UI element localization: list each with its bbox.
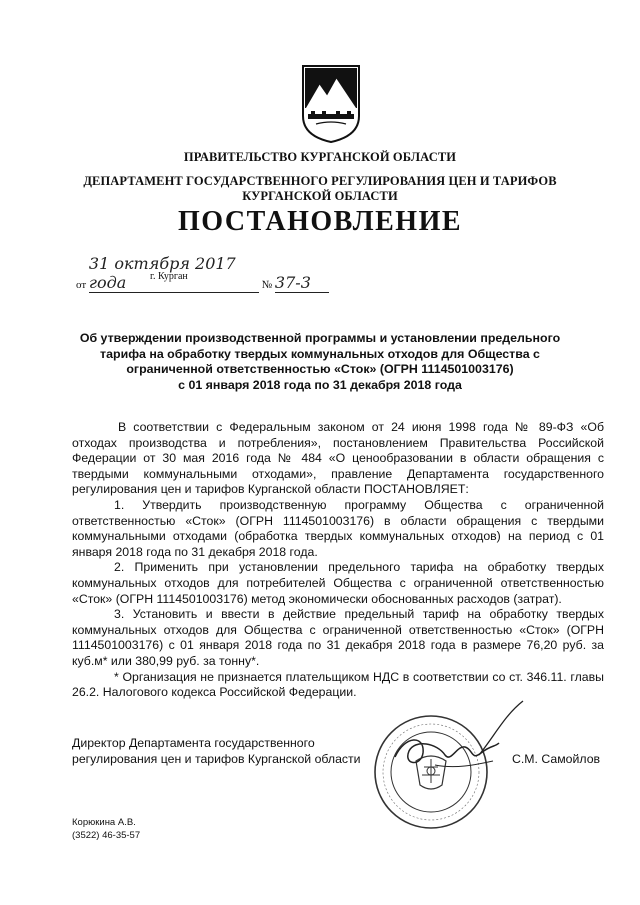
position-line-2: регулирования цен и тарифов Курганской области <box>72 751 361 766</box>
title-line-2: тарифа на обработку твердых коммунальных отходов для Общества с <box>100 346 540 361</box>
title-line-4: с 01 января 2018 года по 31 декабря 2018 года <box>178 377 462 392</box>
item-3-paragraph: 3. Установить и ввести в действие предельный тариф на обработку твердых коммунальных отходов для Общества с ограниченной ответственностью «Сток» (ОГРН 1114501003176) с 01 января 2018 года по 31 декабря 2018 года в размере 76,20 руб. за куб.м* или 380,99 руб. за тонну*. <box>72 607 604 668</box>
government-name: ПРАВИТЕЛЬСТВО КУРГАНСКОЙ ОБЛАСТИ <box>183 150 457 164</box>
executor-info <box>72 816 140 842</box>
position-line-1: Директор Департамента государственного <box>72 736 315 750</box>
from-label: от <box>76 279 87 291</box>
department-line-2: КУРГАНСКОЙ ОБЛАСТИ <box>242 189 398 203</box>
title-line-1: Об утверждении производственной программы и установлении предельного <box>79 331 561 345</box>
signatory-position <box>72 736 361 767</box>
department-line-1: ДЕПАРТАМЕНТ ГОСУДАРСТВЕННОГО РЕГУЛИРОВАНИЯ ЦЕН И ТАРИФОВ <box>83 174 557 188</box>
kurgan-coat-of-arms-icon <box>300 64 362 144</box>
item-2-paragraph: 2. Применить при установлении предельного тарифа на обработку твердых коммунальных отходов для потребителей Общества с ограниченной ответственностью «Сток» (ОГРН 1114501003176) метод экономически обоснованных расходов (затрат). <box>72 560 604 606</box>
item-1-paragraph: 1. Утвердить производственную программу Общества с ограниченной ответственностью «Сток» (ОГРН 1114501003176) в области обращения с твердыми коммунальными отходами (обработка твердых коммунальных отходов) на период с 01 января 2018 года по 31 декабря 2018 года. <box>72 497 604 559</box>
handwritten-number: 37-3 <box>275 273 329 293</box>
handwritten-signature-icon <box>375 695 545 785</box>
handwritten-date: 31 октября 2017 года <box>89 254 259 293</box>
footnote-paragraph: * Организация не признается плательщиком НДС в соответствии со ст. 346.11. главы 26.2. Налогового кодекса Российской Федерации. <box>72 669 604 700</box>
document-body <box>72 420 604 701</box>
signatory-name: С.М. Самойлов <box>512 752 601 766</box>
executor-phone: (3522) 46-35-57 <box>72 830 141 841</box>
title-line-3: ограниченной ответственностью «Сток» (ОГРН 1114501003176) <box>126 362 514 377</box>
document-type-heading: ПОСТАНОВЛЕНИЕ <box>177 206 463 237</box>
city-label: г. Курган <box>150 271 188 282</box>
date-number-line <box>76 254 376 293</box>
preamble-paragraph: В соответствии с Федеральным законом от 24 июня 1998 года № 89-ФЗ «Об отходах производства и потребления», постановлением Правительства Российской Федерации от 30 мая 2016 года № 484 «О ценообразовании в области обращения с твердыми коммунальными отходами», правление Департамента государственного регулирования цен и тарифов Курганской области ПОСТАНОВЛЯЕТ: <box>72 420 604 497</box>
number-label: № <box>261 279 273 291</box>
department-name <box>0 174 640 204</box>
executor-name: Корюкина А.В. <box>72 817 136 828</box>
document-title <box>60 331 580 393</box>
